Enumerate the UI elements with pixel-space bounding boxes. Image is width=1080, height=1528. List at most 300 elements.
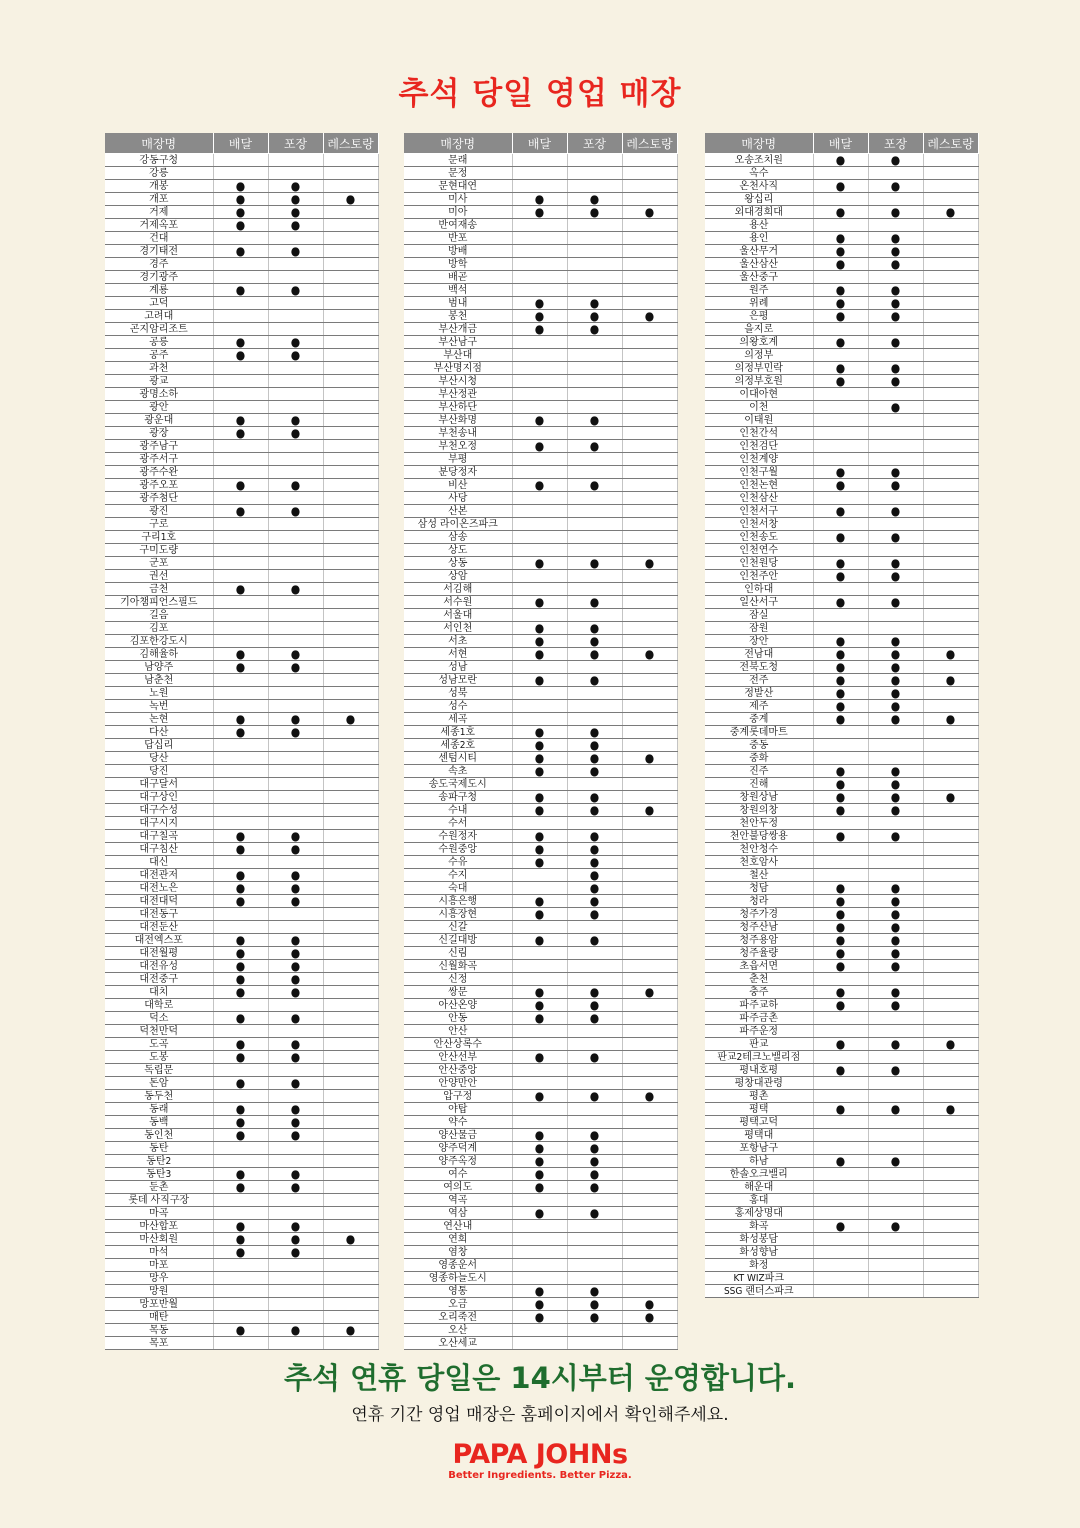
store-row <box>105 1090 378 1103</box>
restaurant-mark <box>323 791 378 804</box>
delivery-mark <box>213 167 268 180</box>
delivery-mark: ● <box>813 479 868 492</box>
delivery-mark: ● <box>213 947 268 960</box>
takeout-mark <box>868 869 923 882</box>
store-row <box>404 440 677 453</box>
takeout-mark <box>868 544 923 557</box>
restaurant-mark <box>323 700 378 713</box>
store-row <box>404 752 677 765</box>
store-name: 의정부호원 <box>705 375 813 388</box>
store-row <box>404 1220 677 1233</box>
takeout-mark: ● <box>567 648 622 661</box>
store-row <box>404 544 677 557</box>
delivery-mark: ● <box>813 791 868 804</box>
takeout-mark <box>268 765 323 778</box>
store-name: 상암 <box>404 570 512 583</box>
delivery-mark <box>213 1207 268 1220</box>
restaurant-mark <box>622 219 677 232</box>
store-row <box>705 349 978 362</box>
delivery-mark: ● <box>512 1285 567 1298</box>
store-row <box>404 583 677 596</box>
store-row <box>105 1233 378 1246</box>
restaurant-mark <box>923 960 978 973</box>
store-name: 장안 <box>705 635 813 648</box>
store-row <box>404 947 677 960</box>
takeout-mark: ● <box>268 1168 323 1181</box>
store-name: 오산 <box>404 1324 512 1337</box>
store-name: 신정 <box>404 973 512 986</box>
restaurant-mark <box>923 271 978 284</box>
store-row <box>404 570 677 583</box>
restaurant-mark <box>622 960 677 973</box>
store-row <box>705 609 978 622</box>
restaurant-mark <box>923 167 978 180</box>
store-row <box>705 1220 978 1233</box>
store-name: 세곡 <box>404 713 512 726</box>
store-row <box>705 570 978 583</box>
delivery-mark: ● <box>813 297 868 310</box>
store-row <box>705 245 978 258</box>
delivery-mark <box>512 258 567 271</box>
store-row <box>705 882 978 895</box>
store-row <box>705 336 978 349</box>
restaurant-mark <box>622 466 677 479</box>
restaurant-mark <box>923 1064 978 1077</box>
delivery-mark <box>813 869 868 882</box>
store-name: 대치 <box>105 986 213 999</box>
restaurant-mark <box>323 973 378 986</box>
store-name: 울산무거 <box>705 245 813 258</box>
takeout-mark <box>868 739 923 752</box>
takeout-mark: ● <box>868 986 923 999</box>
restaurant-mark <box>622 596 677 609</box>
delivery-mark <box>512 1324 567 1337</box>
takeout-mark <box>868 1181 923 1194</box>
store-name: 양주옥정 <box>404 1155 512 1168</box>
takeout-mark <box>268 232 323 245</box>
restaurant-mark <box>323 271 378 284</box>
takeout-mark: ● <box>567 752 622 765</box>
delivery-mark: ● <box>512 648 567 661</box>
restaurant-mark <box>923 440 978 453</box>
takeout-mark: ● <box>567 1285 622 1298</box>
store-row <box>705 700 978 713</box>
store-name: 부천송내 <box>404 427 512 440</box>
takeout-mark <box>868 583 923 596</box>
restaurant-mark <box>923 973 978 986</box>
delivery-mark: ● <box>512 1207 567 1220</box>
takeout-mark <box>868 193 923 206</box>
delivery-mark: ● <box>213 1324 268 1337</box>
delivery-mark <box>512 466 567 479</box>
store-row <box>105 843 378 856</box>
restaurant-mark <box>923 1012 978 1025</box>
delivery-mark: ● <box>512 1298 567 1311</box>
takeout-mark <box>567 518 622 531</box>
restaurant-mark <box>923 1142 978 1155</box>
homepage-notice: 연휴 기간 영업 매장은 홈페이지에서 확인해주세요. <box>351 1405 729 1425</box>
store-row <box>705 1038 978 1051</box>
restaurant-mark <box>622 1064 677 1077</box>
store-row <box>404 869 677 882</box>
store-row <box>705 1051 978 1064</box>
restaurant-mark <box>323 1220 378 1233</box>
delivery-mark: ● <box>512 1311 567 1324</box>
store-row <box>404 1155 677 1168</box>
restaurant-mark <box>923 947 978 960</box>
takeout-mark <box>567 1077 622 1090</box>
delivery-mark <box>813 856 868 869</box>
restaurant-mark <box>622 908 677 921</box>
restaurant-mark <box>622 765 677 778</box>
store-name: 부산화명 <box>404 414 512 427</box>
store-row <box>705 895 978 908</box>
store-name: 평촌 <box>705 1090 813 1103</box>
delivery-mark: ● <box>813 778 868 791</box>
restaurant-mark <box>323 1077 378 1090</box>
restaurant-mark <box>323 752 378 765</box>
store-row <box>705 193 978 206</box>
store-row <box>705 869 978 882</box>
takeout-mark: ● <box>567 999 622 1012</box>
takeout-mark: ● <box>567 895 622 908</box>
takeout-mark <box>268 1090 323 1103</box>
delivery-mark <box>813 544 868 557</box>
takeout-mark <box>567 336 622 349</box>
takeout-mark: ● <box>268 219 323 232</box>
store-row <box>404 622 677 635</box>
header-restaurant: 레스토랑 <box>923 133 978 154</box>
store-name: 세종1호 <box>404 726 512 739</box>
delivery-mark <box>512 817 567 830</box>
takeout-mark: ● <box>567 804 622 817</box>
store-name: 화정 <box>705 1259 813 1272</box>
delivery-mark <box>213 765 268 778</box>
store-name: 광주첨단 <box>105 492 213 505</box>
restaurant-mark <box>622 544 677 557</box>
store-row <box>404 206 677 219</box>
takeout-mark <box>268 1298 323 1311</box>
restaurant-mark <box>622 427 677 440</box>
restaurant-mark <box>923 479 978 492</box>
store-name: 천호암사 <box>705 856 813 869</box>
restaurant-mark <box>323 1194 378 1207</box>
delivery-mark <box>213 1194 268 1207</box>
restaurant-mark <box>323 804 378 817</box>
store-row <box>105 622 378 635</box>
restaurant-mark <box>323 947 378 960</box>
store-row <box>105 921 378 934</box>
store-name: 양산물금 <box>404 1129 512 1142</box>
store-name: 인천송도 <box>705 531 813 544</box>
store-row <box>705 206 978 219</box>
takeout-mark <box>868 492 923 505</box>
store-name: 길음 <box>105 609 213 622</box>
restaurant-mark <box>622 895 677 908</box>
store-name: 동탄 <box>105 1142 213 1155</box>
logo-tagline: Better Ingredients. Better Pizza. <box>448 1470 632 1481</box>
takeout-mark <box>268 297 323 310</box>
restaurant-mark <box>323 1090 378 1103</box>
store-row <box>404 193 677 206</box>
restaurant-mark <box>323 1129 378 1142</box>
takeout-mark: ● <box>868 401 923 414</box>
takeout-mark: ● <box>268 1181 323 1194</box>
store-name: 금천 <box>105 583 213 596</box>
takeout-mark <box>567 505 622 518</box>
store-row <box>105 635 378 648</box>
store-name: 부천오정 <box>404 440 512 453</box>
takeout-mark <box>268 466 323 479</box>
store-name: 청라 <box>705 895 813 908</box>
restaurant-mark <box>622 518 677 531</box>
restaurant-mark <box>323 154 378 167</box>
store-name: 안산상록수 <box>404 1038 512 1051</box>
store-row <box>404 635 677 648</box>
store-name: 동탄3 <box>105 1168 213 1181</box>
delivery-mark: ● <box>512 297 567 310</box>
restaurant-mark <box>923 830 978 843</box>
delivery-mark <box>512 687 567 700</box>
store-row <box>105 713 378 726</box>
delivery-mark: ● <box>512 752 567 765</box>
restaurant-mark <box>622 1142 677 1155</box>
store-row <box>705 323 978 336</box>
delivery-mark <box>813 518 868 531</box>
store-row <box>105 362 378 375</box>
takeout-mark <box>268 921 323 934</box>
store-name: 구미도량 <box>105 544 213 557</box>
delivery-mark <box>512 336 567 349</box>
delivery-mark: ● <box>213 1116 268 1129</box>
store-row <box>404 310 677 323</box>
takeout-mark: ● <box>268 1116 323 1129</box>
store-row <box>404 414 677 427</box>
delivery-mark <box>213 362 268 375</box>
store-name: 개봉 <box>105 180 213 193</box>
store-name: 외대경희대 <box>705 206 813 219</box>
restaurant-mark <box>923 1116 978 1129</box>
takeout-mark <box>268 1064 323 1077</box>
takeout-mark <box>567 232 622 245</box>
store-name: 동래 <box>105 1103 213 1116</box>
store-row <box>705 1207 978 1220</box>
store-row <box>705 947 978 960</box>
delivery-mark <box>512 1220 567 1233</box>
store-name: 사당 <box>404 492 512 505</box>
delivery-mark: ● <box>813 830 868 843</box>
takeout-mark <box>268 1337 323 1350</box>
takeout-mark <box>868 1025 923 1038</box>
restaurant-mark <box>923 1090 978 1103</box>
store-name: 인천주안 <box>705 570 813 583</box>
delivery-mark <box>813 401 868 414</box>
delivery-mark <box>512 1103 567 1116</box>
store-name: 목포 <box>105 1337 213 1350</box>
takeout-mark <box>268 1272 323 1285</box>
restaurant-mark <box>622 505 677 518</box>
store-name: 의왕호계 <box>705 336 813 349</box>
restaurant-mark <box>323 1116 378 1129</box>
delivery-mark <box>213 388 268 401</box>
delivery-mark: ● <box>512 1090 567 1103</box>
delivery-mark <box>512 492 567 505</box>
restaurant-mark <box>923 1233 978 1246</box>
store-name: 인천간석 <box>705 427 813 440</box>
header-store-name: 매장명 <box>404 133 512 154</box>
restaurant-mark <box>622 232 677 245</box>
takeout-mark <box>868 609 923 622</box>
store-name: 을지로 <box>705 323 813 336</box>
takeout-mark <box>868 453 923 466</box>
store-row <box>404 180 677 193</box>
delivery-mark: ● <box>213 960 268 973</box>
restaurant-mark <box>923 1155 978 1168</box>
delivery-mark: ● <box>512 557 567 570</box>
store-name: 망포반월 <box>105 1298 213 1311</box>
store-name: 광주오포 <box>105 479 213 492</box>
store-name: 동탄2 <box>105 1155 213 1168</box>
store-name: 남양주 <box>105 661 213 674</box>
store-row <box>404 986 677 999</box>
store-name: 수원정자 <box>404 830 512 843</box>
restaurant-mark <box>323 336 378 349</box>
store-name: 문정 <box>404 167 512 180</box>
takeout-mark <box>268 323 323 336</box>
store-row <box>105 1077 378 1090</box>
restaurant-mark <box>622 778 677 791</box>
takeout-mark: ● <box>268 960 323 973</box>
store-name: 연희 <box>404 1233 512 1246</box>
takeout-mark: ● <box>268 648 323 661</box>
takeout-mark: ● <box>868 297 923 310</box>
store-name: 서인천 <box>404 622 512 635</box>
takeout-mark <box>268 362 323 375</box>
store-row <box>105 1103 378 1116</box>
restaurant-mark <box>323 843 378 856</box>
takeout-mark <box>268 570 323 583</box>
restaurant-mark <box>323 180 378 193</box>
delivery-mark <box>213 635 268 648</box>
store-row <box>105 947 378 960</box>
store-name: 안동 <box>404 1012 512 1025</box>
takeout-mark: ● <box>567 297 622 310</box>
restaurant-mark <box>622 336 677 349</box>
store-row <box>105 1012 378 1025</box>
delivery-mark: ● <box>813 674 868 687</box>
takeout-mark <box>567 1337 622 1350</box>
store-name: 서현 <box>404 648 512 661</box>
delivery-mark: ● <box>813 804 868 817</box>
header-store-name: 매장명 <box>705 133 813 154</box>
restaurant-mark <box>923 427 978 440</box>
restaurant-mark <box>923 661 978 674</box>
restaurant-mark <box>923 258 978 271</box>
delivery-mark: ● <box>813 180 868 193</box>
restaurant-mark <box>323 1181 378 1194</box>
takeout-mark <box>868 856 923 869</box>
store-row <box>404 401 677 414</box>
takeout-mark <box>567 921 622 934</box>
takeout-mark <box>567 531 622 544</box>
delivery-mark <box>813 388 868 401</box>
delivery-mark <box>213 908 268 921</box>
takeout-mark <box>567 973 622 986</box>
takeout-mark <box>868 1272 923 1285</box>
store-name: 반여재송 <box>404 219 512 232</box>
store-table-1 <box>105 133 379 1350</box>
store-row <box>705 492 978 505</box>
takeout-mark: ● <box>868 1220 923 1233</box>
takeout-mark <box>567 349 622 362</box>
takeout-mark <box>567 1246 622 1259</box>
delivery-mark <box>213 1259 268 1272</box>
store-name: 삼성 라이온즈파크 <box>404 518 512 531</box>
delivery-mark <box>512 1038 567 1051</box>
store-name: 문래 <box>404 154 512 167</box>
takeout-mark: ● <box>868 661 923 674</box>
takeout-mark <box>268 258 323 271</box>
restaurant-mark <box>622 1103 677 1116</box>
restaurant-mark <box>323 531 378 544</box>
store-row <box>404 1311 677 1324</box>
store-row <box>105 349 378 362</box>
store-row <box>404 1025 677 1038</box>
store-name: 압구정 <box>404 1090 512 1103</box>
store-row <box>705 908 978 921</box>
store-name: 덕천만덕 <box>105 1025 213 1038</box>
takeout-mark <box>268 388 323 401</box>
takeout-mark <box>567 1103 622 1116</box>
delivery-mark <box>512 180 567 193</box>
delivery-mark <box>213 310 268 323</box>
store-name: 광교 <box>105 375 213 388</box>
store-name: 백석 <box>404 284 512 297</box>
takeout-mark <box>567 1038 622 1051</box>
takeout-mark: ● <box>868 804 923 817</box>
takeout-mark: ● <box>567 635 622 648</box>
store-row <box>705 1259 978 1272</box>
store-name: 서김해 <box>404 583 512 596</box>
delivery-mark: ● <box>213 1077 268 1090</box>
store-name: 반포 <box>404 232 512 245</box>
store-name: 대전관저 <box>105 869 213 882</box>
takeout-mark <box>268 1207 323 1220</box>
store-row <box>705 297 978 310</box>
restaurant-mark <box>622 1038 677 1051</box>
store-row <box>705 739 978 752</box>
restaurant-mark <box>323 518 378 531</box>
takeout-mark <box>567 1272 622 1285</box>
store-row <box>404 1103 677 1116</box>
store-row <box>105 999 378 1012</box>
store-row <box>404 492 677 505</box>
store-name: 동인천 <box>105 1129 213 1142</box>
restaurant-mark: ● <box>323 1324 378 1337</box>
restaurant-mark <box>622 284 677 297</box>
store-row <box>404 804 677 817</box>
delivery-mark: ● <box>512 908 567 921</box>
delivery-mark <box>813 1246 868 1259</box>
store-name: 마석 <box>105 1246 213 1259</box>
delivery-mark: ● <box>213 1168 268 1181</box>
store-name: 대학로 <box>105 999 213 1012</box>
takeout-mark: ● <box>268 830 323 843</box>
store-name: 여수 <box>404 1168 512 1181</box>
restaurant-mark <box>622 154 677 167</box>
restaurant-mark <box>323 687 378 700</box>
store-row <box>105 739 378 752</box>
